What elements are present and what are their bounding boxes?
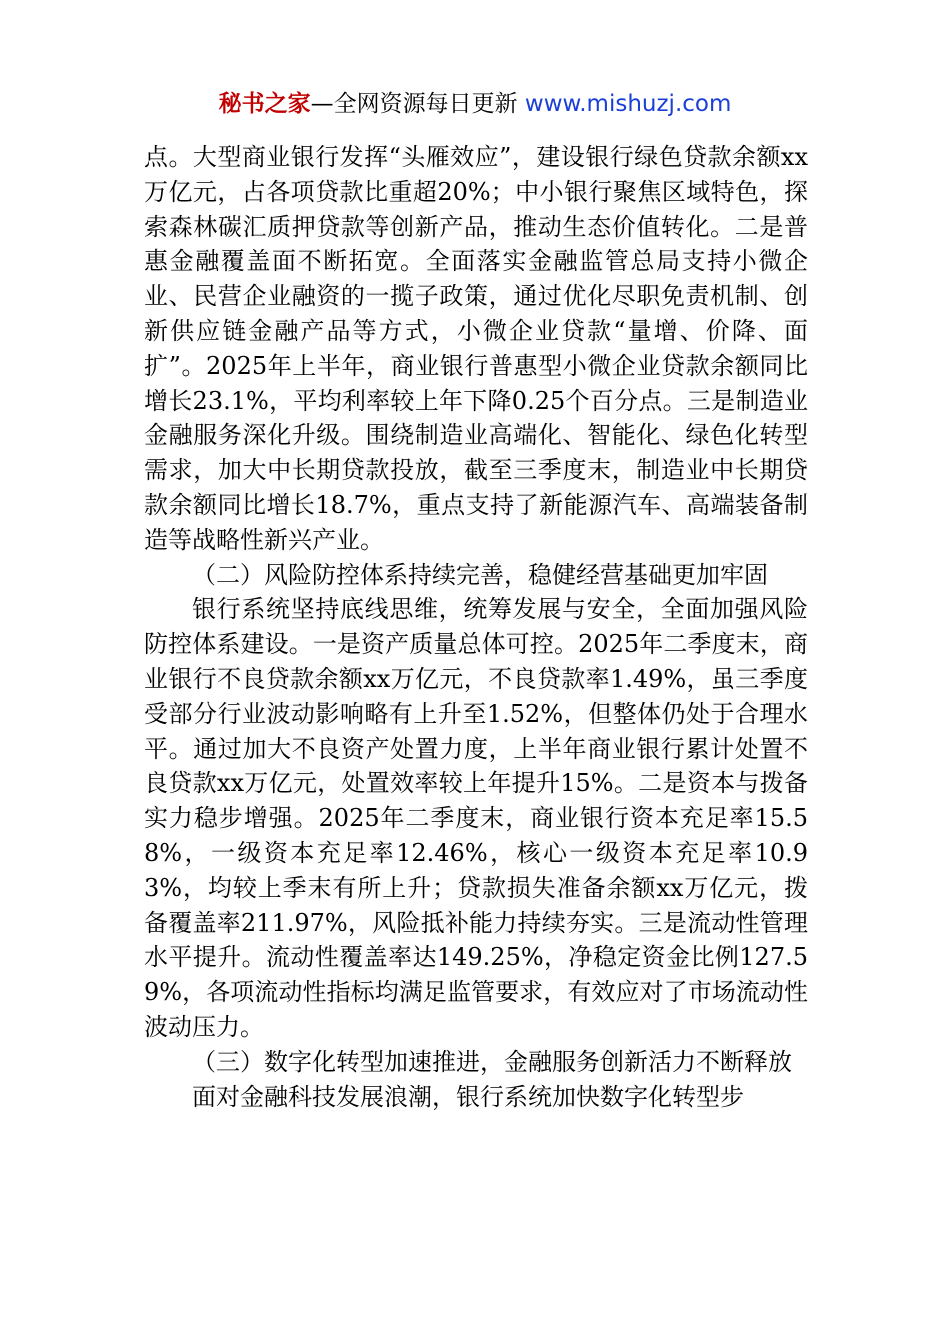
document-body <box>144 140 808 1114</box>
site-header <box>0 88 950 120</box>
site-url-link[interactable]: www.mishuzj.com <box>524 91 732 117</box>
site-brand: 秘书之家 <box>218 91 311 117</box>
paragraph-continuation: 点。大型商业银行发挥“头雁效应”，建设银行绿色贷款余额xx万亿元，占各项贷款比重超20%；中小银行聚焦区域特色，探索森林碳汇质押贷款等创新产品，推动生态价值转化。二是普惠金融覆盖面不断拓宽。全面落实金融监管总局支持小微企业、民营企业融资的一揽子政策，通过优化尽职免责机制、创新供应链金融产品等方式，小微企业贷款“量增、价降、面扩”。2025年上半年，商业银行普惠型小微企业贷款余额同比增长23.1%，平均利率较上年下降0.25个百分点。三是制造业金融服务深化升级。围绕制造业高端化、智能化、绿色化转型需求，加大中长期贷款投放，截至三季度末，制造业中长期贷款余额同比增长18.7%，重点支持了新能源汽车、高端装备制造等战略性新兴产业。 <box>144 143 808 554</box>
section-heading-3: （三）数字化转型加速推进，金融服务创新活力不断释放 <box>192 1047 792 1076</box>
paragraph-digital: 面对金融科技发展浪潮，银行系统加快数字化转型步 <box>192 1082 744 1111</box>
site-slogan: —全网资源每日更新 <box>310 91 518 117</box>
section-heading-2: （二）风险防控体系持续完善，稳健经营基础更加牢固 <box>192 560 768 589</box>
paragraph-risk-control: 银行系统坚持底线思维，统筹发展与安全，全面加强风险防控体系建设。一是资产质量总体可控。2025年二季度末，商业银行不良贷款余额xx万亿元，不良贷款率1.49%，虽三季度受部分行业波动影响略有上升至1.52%，但整体仍处于合理水平。通过加大不良资产处置力度，上半年商业银行累计处置不良贷款xx万亿元，处置效率较上年提升15%。二是资本与拨备实力稳步增强。2025年二季度末，商业银行资本充足率15.58%，一级资本充足率12.46%，核心一级资本充足率10.93%，均较上季末有所上升；贷款损失准备余额xx万亿元，拨备覆盖率211.97%，风险抵补能力持续夯实。三是流动性管理水平提升。流动性覆盖率达149.25%，净稳定资金比例127.59%，各项流动性指标均满足监管要求，有效应对了市场流动性波动压力。 <box>144 595 808 1041</box>
